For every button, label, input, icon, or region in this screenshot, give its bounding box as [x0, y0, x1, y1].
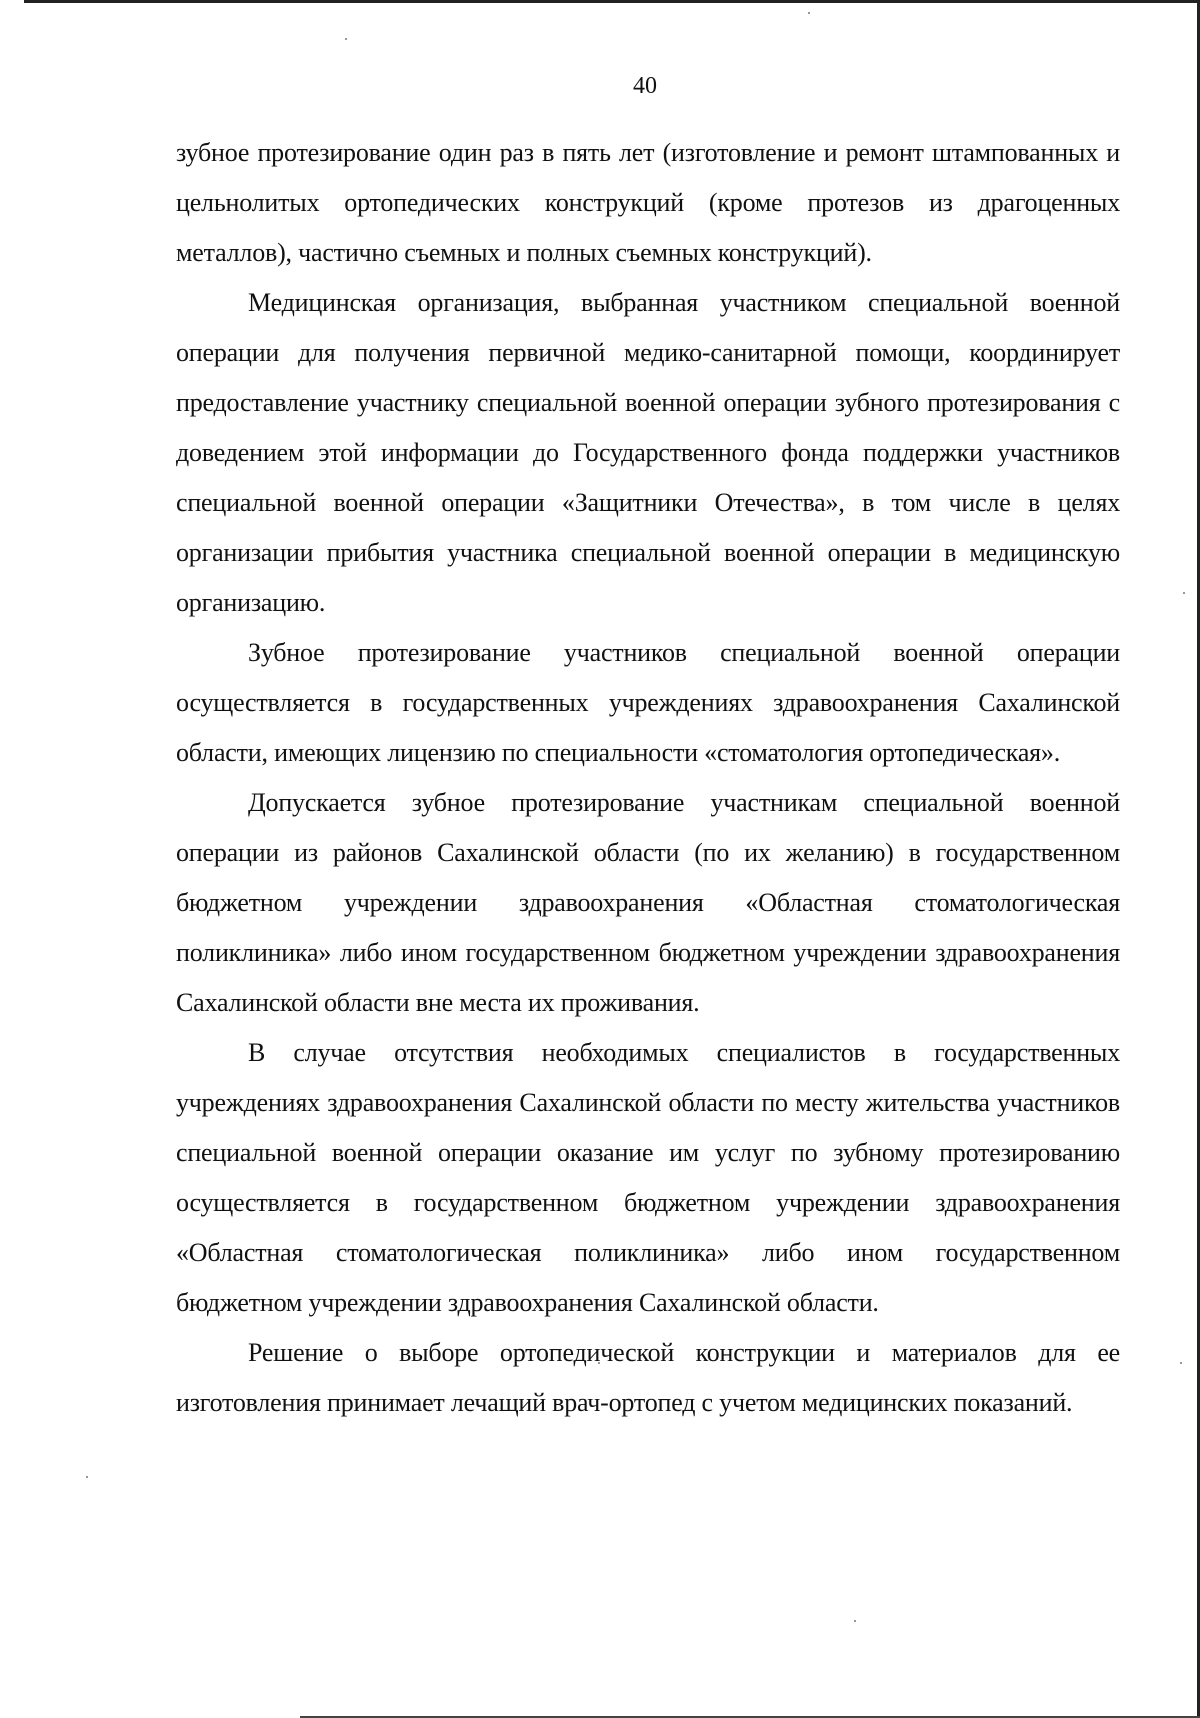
scan-speck: [808, 12, 810, 14]
paragraph: В случае отсутствия необходимых специалистов в государственных учреждениях здравоохранения Сахалинской области по месту жительства участников специальной военной операции оказание им услуг по зубному протезированию осуществляется в государственном бюджетном учреждении здравоохранения «Областная стоматологическая поликлиника» либо ином государственном бюджетном учреждении здравоохранения Сахалинской области.: [176, 1038, 1120, 1317]
paragraph: Зубное протезирование участников специальной военной операции осуществляется в государственных учреждениях здравоохранения Сахалинской области, имеющих лицензию по специальности «стоматология ортопедическая».: [176, 638, 1120, 767]
scan-border-top: [24, 0, 1200, 3]
scan-speck: [1180, 1362, 1182, 1364]
scan-speck: [86, 1476, 88, 1478]
paragraph: Медицинская организация, выбранная участником специальной военной операции для получения первичной медико-санитарной помощи, координирует предоставление участнику специальной военной операции зубного протезирования с доведением этой информации до Государственного фонда поддержки участников специальной военной операции «Защитники Отечества», в том числе в целях организации прибытия участника специальной военной операции в медицинскую организацию.: [176, 288, 1120, 617]
document-body: [176, 128, 1120, 1428]
paragraph: Решение о выборе ортопедической конструкции и материалов для ее изготовления принимает лечащий врач-ортопед с учетом медицинских показаний.: [176, 1338, 1120, 1417]
paragraph: Допускается зубное протезирование участникам специальной военной операции из районов Сахалинской области (по их желанию) в государственном бюджетном учреждении здравоохранения «Областная стоматологическая поликлиника» либо ином государственном бюджетном учреждении здравоохранения Сахалинской области вне места их проживания.: [176, 788, 1120, 1017]
paragraph-continuation: зубное протезирование один раз в пять лет (изготовление и ремонт штампованных и цельнолитых ортопедических конструкций (кроме протезов из драгоценных металлов), частично съемных и полных съемных конструкций).: [176, 138, 1120, 267]
scan-speck: [854, 1620, 856, 1622]
scan-speck: [1183, 592, 1185, 594]
scan-speck: [345, 38, 347, 40]
page-number: 40: [633, 73, 657, 99]
